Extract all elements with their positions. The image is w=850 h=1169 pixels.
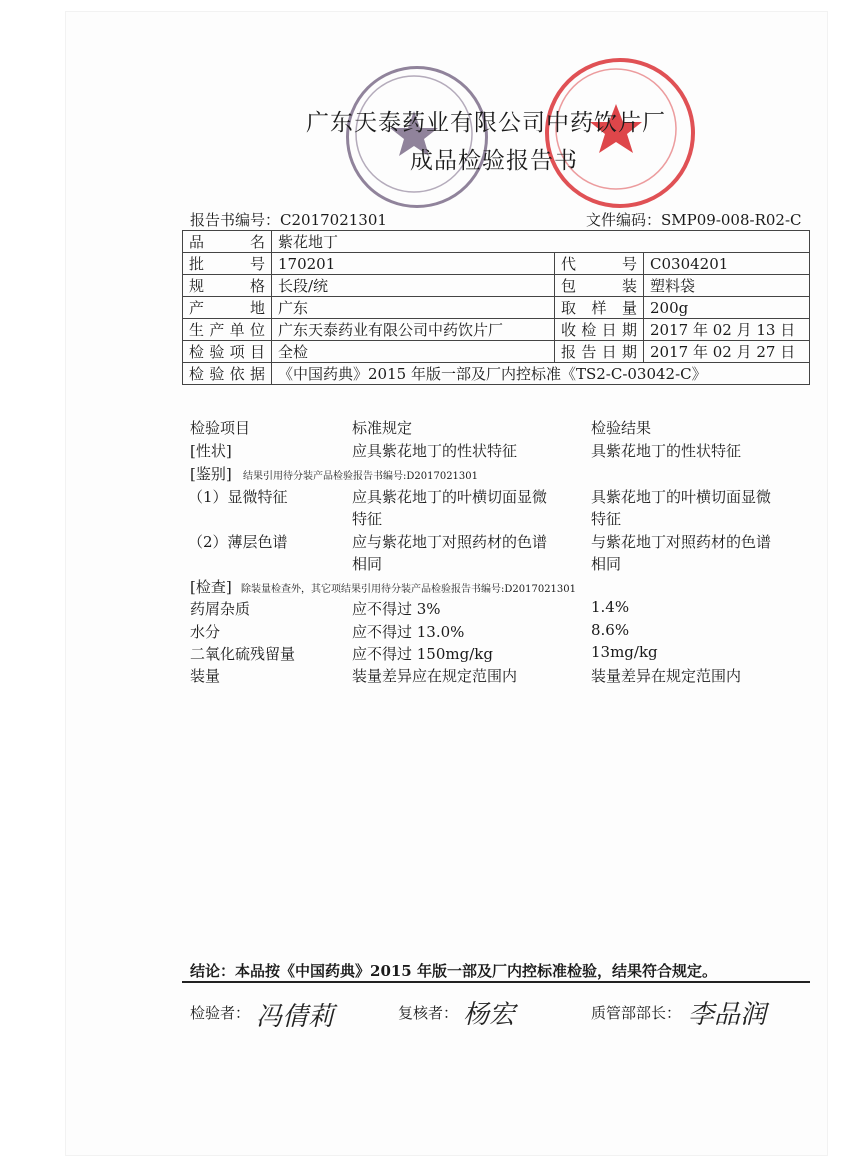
item-value: 全检 [272, 341, 555, 363]
spec-label: 规 格 [183, 275, 272, 297]
micro-standard-line2: 特征 [352, 510, 383, 528]
info-table [182, 230, 810, 385]
basis-value: 《中国药典》2015 年版一部及厂内控标准《TS2-C-03042-C》 [272, 363, 810, 385]
company-title: 广东天泰药业有限公司中药饮片厂 [306, 110, 666, 136]
row-standard: 装量差异应在规定范围内 [352, 667, 518, 685]
character-result: 具紫花地丁的性状特征 [591, 442, 742, 460]
col-standard-header: 标准规定 [352, 419, 413, 437]
col-result-header: 检验结果 [591, 419, 652, 437]
micro-label: （1）显微特征 [188, 488, 288, 506]
conclusion-rule [182, 981, 810, 983]
row-result: 8.6% [591, 621, 630, 639]
pack-label: 包 装 [555, 275, 644, 297]
receive-date-label: 收检日期 [555, 319, 644, 341]
code-value: C0304201 [644, 253, 810, 275]
row-item: 药屑杂质 [190, 600, 251, 618]
batch-value: 170201 [272, 253, 555, 275]
item-label: 检验项目 [183, 341, 272, 363]
tlc-result-line2: 相同 [591, 555, 622, 573]
name-label: 品 名 [183, 231, 272, 253]
identification-note: 结果引用待分装产品检验报告书编号:D2017021301 [243, 471, 479, 482]
micro-result-line2: 特征 [591, 510, 622, 528]
reviewer-label: 复核者： [398, 1004, 459, 1022]
tlc-standard-line1: 应与紫花地丁对照药材的色谱 [352, 533, 548, 551]
row-result: 装量差异在规定范围内 [591, 667, 742, 685]
name-value: 紫花地丁 [272, 231, 810, 253]
conclusion: 结论：本品按《中国药典》2015 年版一部及厂内控标准检验，结果符合规定。 [190, 962, 717, 980]
tlc-label: （2）薄层色谱 [188, 533, 288, 551]
inspection-seal-stamp [346, 66, 488, 208]
document-title: 成品检验报告书 [410, 148, 578, 174]
character-label: [性状] [190, 442, 232, 460]
row-item: 装量 [190, 667, 221, 685]
maker-value: 广东天泰药业有限公司中药饮片厂 [272, 319, 555, 341]
pack-value: 塑料袋 [644, 275, 810, 297]
row-standard: 应不得过 13.0% [352, 623, 465, 641]
maker-label: 生产单位 [183, 319, 272, 341]
origin-label: 产 地 [183, 297, 272, 319]
report-number: 报告书编号：C2017021301 [190, 211, 387, 229]
reviewer-signature: 杨宏 [463, 1000, 516, 1030]
qa-signature: 李品润 [688, 1000, 767, 1030]
row-standard: 应不得过 3% [352, 600, 441, 618]
qa-label: 质管部部长： [591, 1004, 682, 1022]
spec-value: 长段/统 [272, 275, 555, 297]
check-note: 除装量检查外，其它项结果引用待分装产品检验报告书编号:D2017021301 [241, 584, 577, 595]
tlc-result-line1: 与紫花地丁对照药材的色谱 [591, 533, 772, 551]
inspector-signature: 冯倩莉 [256, 1002, 335, 1032]
code-label: 代 号 [555, 253, 644, 275]
check-label: [检查] [190, 578, 232, 596]
sample-value: 200g [644, 297, 810, 319]
micro-result-line1: 具紫花地丁的叶横切面显微 [591, 488, 772, 506]
row-result: 13mg/kg [591, 643, 658, 661]
receive-date-value: 2017 年 02 月 13 日 [644, 319, 810, 341]
identification-label: [鉴别] [190, 465, 232, 483]
row-item: 二氧化硫残留量 [190, 645, 296, 663]
col-item-header: 检验项目 [190, 419, 251, 437]
row-result: 1.4% [591, 598, 630, 616]
batch-label: 批 号 [183, 253, 272, 275]
report-date-label: 报告日期 [555, 341, 644, 363]
origin-value: 广东 [272, 297, 555, 319]
inspector-label: 检验者： [190, 1004, 251, 1022]
row-standard: 应不得过 150mg/kg [352, 645, 493, 663]
row-item: 水分 [190, 623, 221, 641]
basis-label: 检验依据 [183, 363, 272, 385]
sample-label: 取 样 量 [555, 297, 644, 319]
micro-standard-line1: 应具紫花地丁的叶横切面显微 [352, 488, 548, 506]
character-standard: 应具紫花地丁的性状特征 [352, 442, 518, 460]
file-code: 文件编码：SMP09-008-R02-C [586, 211, 802, 229]
report-date-value: 2017 年 02 月 27 日 [644, 341, 810, 363]
tlc-standard-line2: 相同 [352, 555, 383, 573]
